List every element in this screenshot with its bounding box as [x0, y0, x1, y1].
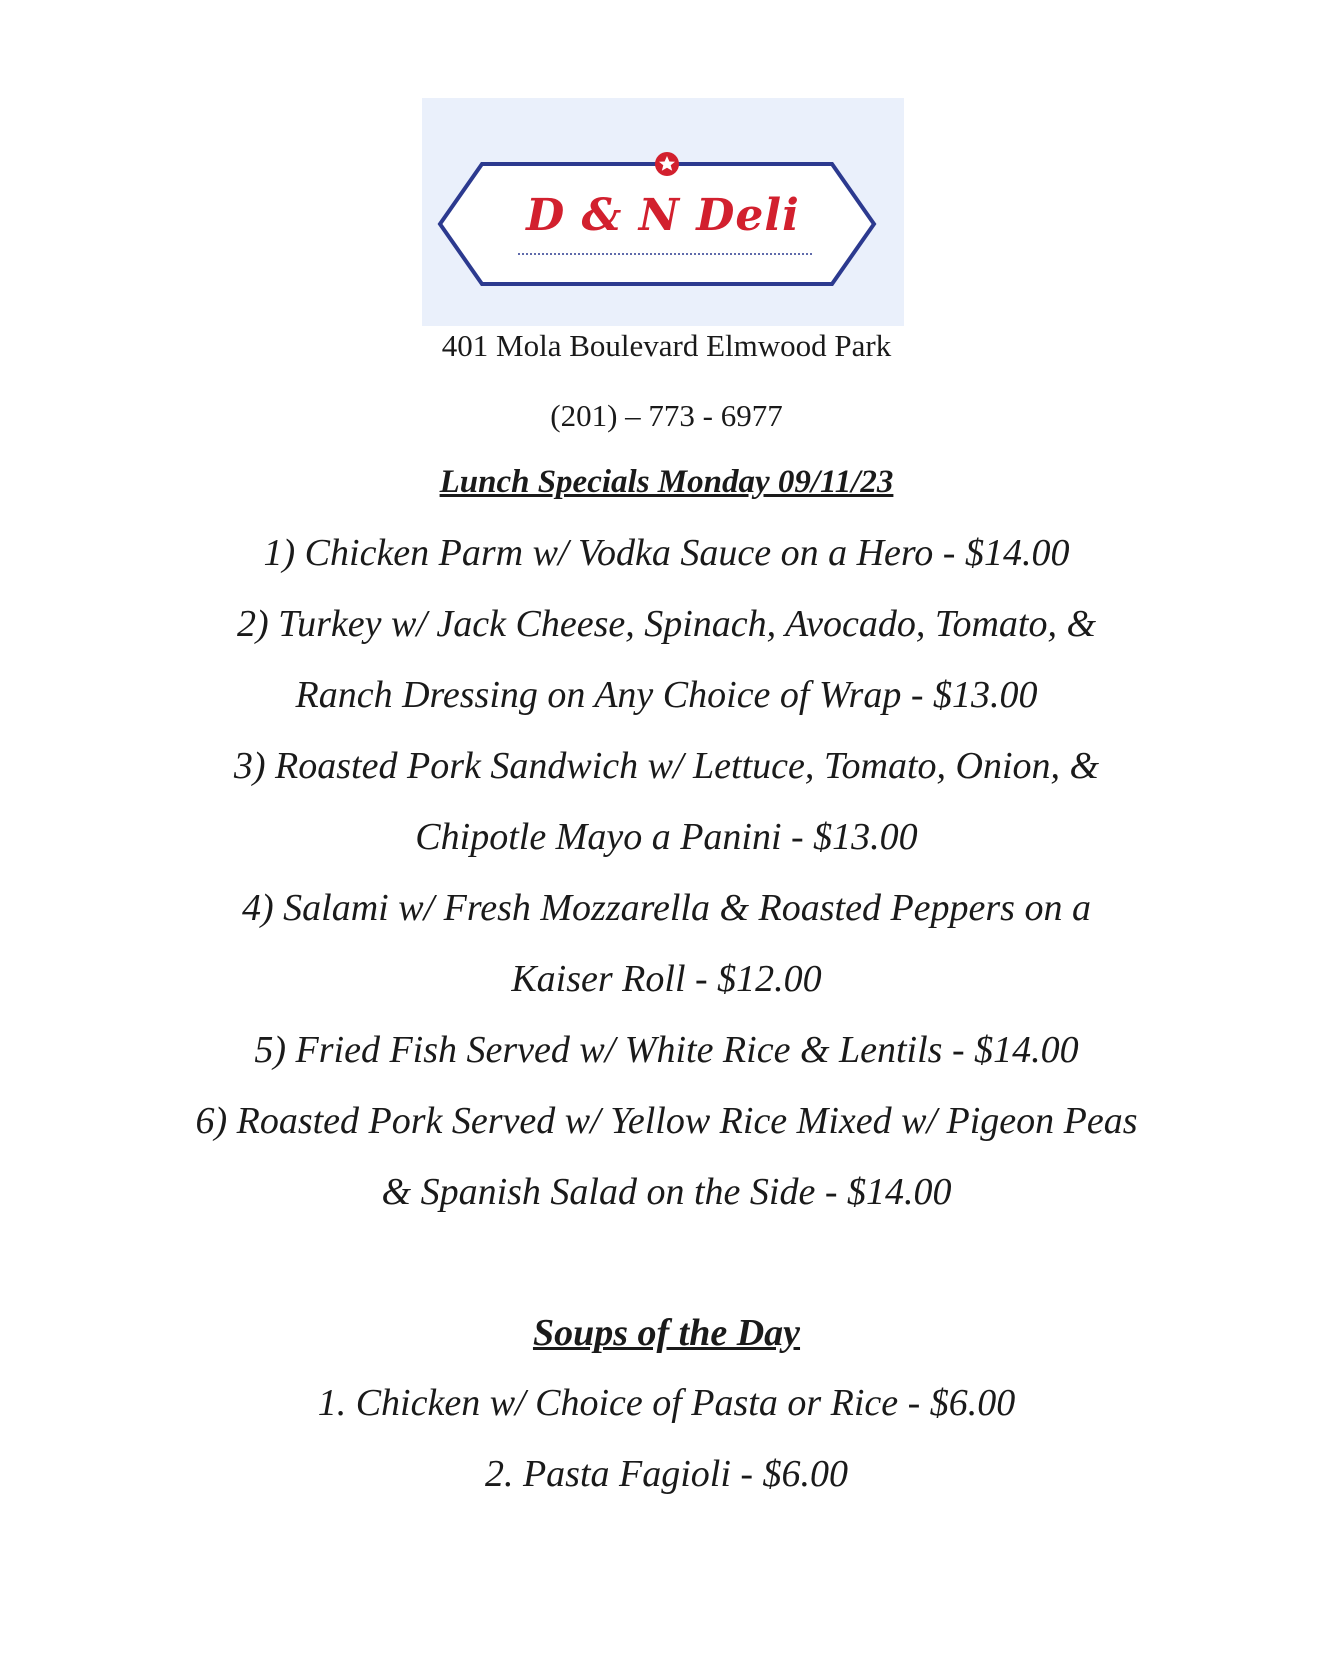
soups-title: Soups of the Day [532, 1312, 801, 1354]
store-address: 401 Mola Boulevard Elmwood Park [441, 328, 892, 363]
store-phone: (201) – 773 - 6977 [550, 398, 783, 433]
lunch-special-line: Ranch Dressing on Any Choice of Wrap - $13.00 [295, 674, 1038, 716]
lunch-special-line: 2) Turkey w/ Jack Cheese, Spinach, Avocado, Tomato, & [236, 603, 1097, 645]
lunch-special-line: Kaiser Roll - $12.00 [511, 958, 822, 1000]
lunch-special-line: 5) Fried Fish Served w/ White Rice & Lentils - $14.00 [254, 1029, 1079, 1071]
lunch-special-line: 4) Salami w/ Fresh Mozzarella & Roasted Peppers on a [242, 887, 1091, 929]
lunch-specials-title: Lunch Specials Monday 09/11/23 [439, 464, 894, 500]
soup-line: 2. Pasta Fagioli - $6.00 [484, 1453, 849, 1495]
soup-line: 1. Chicken w/ Choice of Pasta or Rice - $6.00 [317, 1382, 1016, 1424]
lunch-special-line: 3) Roasted Pork Sandwich w/ Lettuce, Tomato, Onion, & [233, 745, 1100, 787]
lunch-special-line: & Spanish Salad on the Side - $14.00 [381, 1171, 952, 1213]
lunch-special-line: 1) Chicken Parm w/ Vodka Sauce on a Hero - $14.00 [263, 532, 1070, 574]
deli-logo [422, 98, 904, 326]
lunch-special-line: Chipotle Mayo a Panini - $13.00 [415, 816, 918, 858]
logo-text: D & N Deli [526, 190, 800, 241]
lunch-special-line: 6) Roasted Pork Served w/ Yellow Rice Mixed w/ Pigeon Peas [195, 1100, 1138, 1142]
